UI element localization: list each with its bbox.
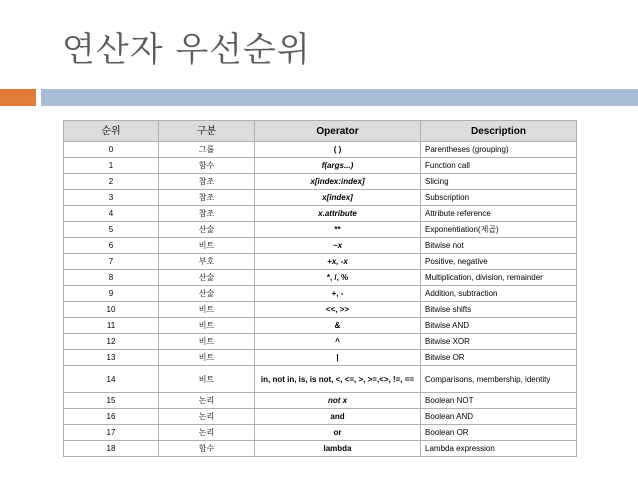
cell-rank: 10 [64,302,159,318]
cell-operator: +x, -x [255,254,421,270]
cell-operator: ^ [255,334,421,350]
cell-category: 비트 [159,318,255,334]
cell-operator: lambda [255,441,421,457]
header-category: 구분 [159,121,255,142]
cell-rank: 2 [64,174,159,190]
cell-description: Bitwise OR [421,350,577,366]
accent-bar-orange [0,89,36,106]
table-row [64,142,577,158]
cell-operator: ~x [255,238,421,254]
cell-description: Subscription [421,190,577,206]
cell-operator: & [255,318,421,334]
table-row [64,222,577,238]
cell-description: Comparisons, membership, identity [421,366,577,393]
table-row [64,206,577,222]
cell-category: 그룹 [159,142,255,158]
cell-operator: x.attribute [255,206,421,222]
cell-rank: 11 [64,318,159,334]
cell-category: 비트 [159,302,255,318]
cell-category: 산술 [159,270,255,286]
cell-category: 부호 [159,254,255,270]
cell-rank: 1 [64,158,159,174]
cell-description: Multiplication, division, remainder [421,270,577,286]
cell-category: 산술 [159,222,255,238]
cell-operator: ** [255,222,421,238]
cell-category: 비트 [159,366,255,393]
cell-operator: +, - [255,286,421,302]
cell-operator: in, not in, is, is not, <, <=, >, >=,<>, !=, == [255,366,421,393]
cell-operator: x[index] [255,190,421,206]
cell-rank: 17 [64,425,159,441]
header-description: Description [421,121,577,142]
cell-category: 논리 [159,409,255,425]
cell-category: 산술 [159,286,255,302]
cell-category: 참조 [159,174,255,190]
table-row [64,190,577,206]
table-row [64,366,577,393]
cell-category: 비트 [159,238,255,254]
cell-description: Boolean AND [421,409,577,425]
table-row [64,270,577,286]
cell-operator: | [255,350,421,366]
cell-rank: 16 [64,409,159,425]
cell-description: Bitwise XOR [421,334,577,350]
cell-rank: 3 [64,190,159,206]
cell-category: 참조 [159,190,255,206]
slide-title: 연산자 우선순위 [62,30,311,70]
cell-operator: <<, >> [255,302,421,318]
accent-bar-blue [41,89,638,106]
cell-rank: 18 [64,441,159,457]
cell-operator: and [255,409,421,425]
table-row [64,441,577,457]
table-row [64,409,577,425]
cell-rank: 14 [64,366,159,393]
table-row [64,254,577,270]
cell-rank: 5 [64,222,159,238]
cell-rank: 7 [64,254,159,270]
cell-description: Lambda expression [421,441,577,457]
cell-operator: ( ) [255,142,421,158]
table-row [64,350,577,366]
table-row [64,334,577,350]
cell-rank: 13 [64,350,159,366]
cell-rank: 8 [64,270,159,286]
table-header-row [64,121,577,142]
cell-description: Slicing [421,174,577,190]
cell-operator: f(args...) [255,158,421,174]
cell-description: Bitwise not [421,238,577,254]
cell-description: Attribute reference [421,206,577,222]
cell-rank: 12 [64,334,159,350]
cell-description: Addition, subtraction [421,286,577,302]
table-row [64,302,577,318]
table-row [64,425,577,441]
table-row [64,238,577,254]
operator-precedence-table [63,120,577,457]
cell-description: Function call [421,158,577,174]
cell-category: 비트 [159,350,255,366]
cell-category: 비트 [159,334,255,350]
cell-category: 논리 [159,425,255,441]
cell-description: Boolean OR [421,425,577,441]
table-row [64,318,577,334]
cell-operator: not x [255,393,421,409]
cell-operator: x[index:index] [255,174,421,190]
table-row [64,174,577,190]
cell-operator: or [255,425,421,441]
cell-operator: *, /, % [255,270,421,286]
cell-category: 논리 [159,393,255,409]
cell-rank: 6 [64,238,159,254]
cell-rank: 4 [64,206,159,222]
cell-description: Boolean NOT [421,393,577,409]
table-row [64,393,577,409]
header-operator: Operator [255,121,421,142]
cell-description: Bitwise AND [421,318,577,334]
cell-category: 함수 [159,441,255,457]
cell-description: Positive, negative [421,254,577,270]
table-row [64,286,577,302]
table-row [64,158,577,174]
header-rank: 순위 [64,121,159,142]
cell-description: Exponentiation(제곱) [421,222,577,238]
cell-rank: 0 [64,142,159,158]
cell-rank: 15 [64,393,159,409]
cell-rank: 9 [64,286,159,302]
cell-description: Parentheses (grouping) [421,142,577,158]
cell-category: 참조 [159,206,255,222]
cell-description: Bitwise shifts [421,302,577,318]
cell-category: 함수 [159,158,255,174]
